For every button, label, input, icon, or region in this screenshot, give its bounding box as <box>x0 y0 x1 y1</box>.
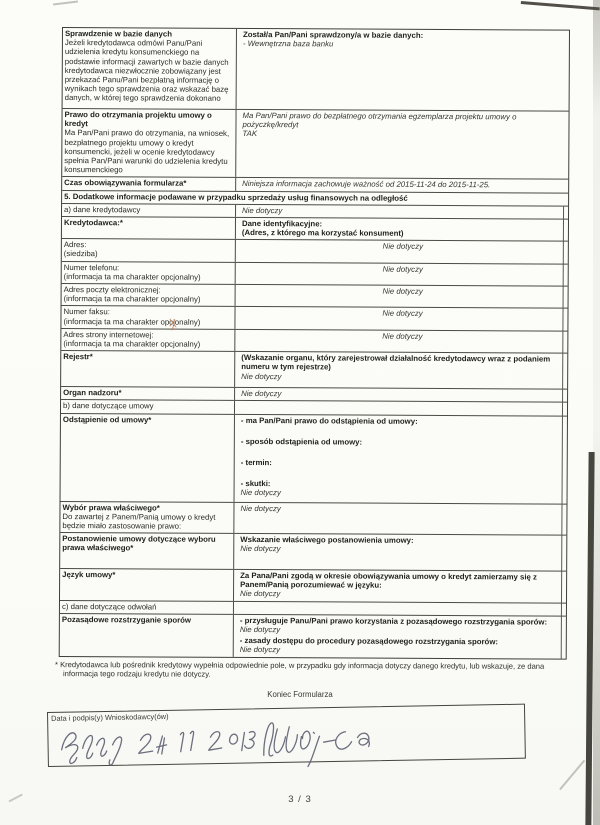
row-right-line: - zasady dostępu do procedury pozasądowego rozstrzygania sporów: <box>239 636 499 647</box>
row-sublabel: (informacja ta ma charakter opcjonalny) <box>63 338 201 349</box>
row-label: Adres: <box>63 240 87 250</box>
row-value: Nie dotyczy <box>382 264 423 274</box>
row-sublabel: (informacja ta ma charakter opcjonalny) <box>63 271 201 282</box>
row-right-subtitle: (Adres, z którego ma korzystać konsument) <box>241 228 404 238</box>
row-value: Nie dotyczy <box>240 503 281 513</box>
row-title: Język umowy* <box>62 570 116 580</box>
row-value: Niniejsza informacja zachowuje ważność od 2015-11-24 do 2015-11-25. <box>242 179 491 190</box>
row-value: Nie dotyczy <box>239 645 281 655</box>
row-sublabel: (siedziba) <box>63 249 98 259</box>
credit-form-table <box>59 27 570 659</box>
row-kredytodawca <box>62 216 568 241</box>
row-title: Prawo do otrzymania projektu umowy o kredyt <box>64 110 212 129</box>
row-prawo-do-projektu <box>62 108 568 179</box>
row-value: Nie dotyczy <box>239 624 281 635</box>
row-right-line: - ma Pan/Pani prawo do odstąpienia od umowy: <box>240 415 418 426</box>
row-title: Organ nadzoru* <box>63 388 122 398</box>
row-odstapienie <box>61 412 567 503</box>
row-label: Adres poczty elektronicznej: <box>63 285 161 295</box>
row-postanowienie <box>60 532 566 571</box>
row-right-title: Dane identyfikacyjne: <box>241 218 323 229</box>
row-value: - Wewnętrzna baza banku <box>242 39 334 49</box>
row-body: Jeżeli kredytodawca odmówi Panu/Pani udzielenia kredytu konsumenckiego na podstawie informacji zawartych w bazie danych kredytodawca niezwłocznie zobowiązany jest przekazać Panu/Pani bezpłatną informację o wynikach tego sprawdzenia oraz wskazać bazę danych, w której tego sprawdzenia dokonano <box>64 38 229 104</box>
row-right-line: - termin: <box>240 457 272 467</box>
row-organ-nadzoru <box>61 386 567 402</box>
row-value: Nie dotyczy <box>240 488 281 498</box>
row-c-dane-odwolan <box>60 600 566 616</box>
handwritten-signature <box>253 711 404 770</box>
row-title: Kredytodawca:* <box>63 217 123 228</box>
row-title: Wybór prawa właściwego* <box>62 502 160 513</box>
row-wybor-prawa <box>60 500 566 534</box>
row-b-dane-umowy <box>61 399 567 415</box>
row-label: Numer telefonu: <box>63 262 120 272</box>
row-right-line: - sposób odstąpienia od umowy: <box>240 436 363 447</box>
row-right-title: (Wskazanie organu, który zarejestrował działalność kredytodawcy wraz z podaniem numeru w tym rejestrze) <box>241 353 551 372</box>
signature-box <box>47 703 526 766</box>
row-label: Numer faksu: <box>63 307 110 317</box>
row-value: Nie dotyczy <box>240 544 281 554</box>
row-adres <box>62 238 568 263</box>
row-title: Sprawdzenie w bazie danych <box>64 29 173 39</box>
row-value: Nie dotyczy <box>242 205 283 215</box>
row-sublabel: (informacja ta ma charakter opcjonalny) <box>63 294 201 304</box>
row-sublabel: (informacja ta ma charakter opcjonalny) <box>63 316 201 327</box>
end-of-form-label: Koniec Formularza <box>267 689 333 699</box>
row-value: Nie dotyczy <box>382 331 423 341</box>
row-label: a) dane kredytodawcy <box>64 204 141 215</box>
row-title: Pozasądowe rozstrzyganie sporów <box>61 614 192 625</box>
row-right-title: Wskazanie właściwego postanowienia umowy: <box>240 535 414 545</box>
row-body: Ma Pan/Pani prawo do otrzymania, na wniosek, bezpłatnego projektu umowy o kredyt konsumencki, jeżeli w ocenie kredytodawcy spełnia Pan/Pani warunki do udzielenia kredytu konsumenckiego <box>64 128 230 175</box>
row-right-title: Za Pana/Pani zgodą w okresie obowiązywania umowy o kredyt zamierzamy się z Panem/Panią porozumiewać w języku: <box>240 571 537 590</box>
row-value: Nie dotyczy <box>382 309 423 319</box>
page-number: 3 / 3 <box>288 793 312 805</box>
row-value: Nie dotyczy <box>241 371 282 381</box>
row-title: Postanowienie umowy dotyczące wyboru prawa właściwego* <box>62 534 216 553</box>
row-telefon <box>62 261 568 286</box>
row-body: Do zawartej z Panem/Panią umowy o kredyt będzie miało zastosowanie prawo: <box>62 511 216 531</box>
row-title: Odstąpienie od umowy* <box>62 414 152 424</box>
row-label: Adres strony internetowej: <box>63 329 154 340</box>
footnote: * Kredytodawca lub pośrednik kredytowy wypełnia odpowiednie pole, w przypadku gdy informacja dotyczy danego kredytu, lub wskazuje, ze dana informacja tego rodzaju kredytu nie dotyczy. <box>55 659 545 679</box>
row-right-line: - przysługuje Panu/Pani prawo korzystania z pozasądowego rozstrzygania sporów: <box>239 615 548 627</box>
row-value: Nie dotyczy <box>382 241 424 252</box>
row-pozasadowe <box>60 613 566 658</box>
row-faks <box>61 305 567 330</box>
row-value: Nie dotyczy <box>382 286 423 296</box>
row-value: Ma Pan/Pani prawo do bezpłatnego otrzymania egzemplarza projektu umowy o pożyczkę/kredyt <box>242 110 517 130</box>
row-title: Rejestr* <box>63 352 93 362</box>
row-a-dane-kredytodawcy <box>62 203 568 219</box>
row-value: Nie dotyczy <box>240 589 281 599</box>
section-5-header: 5. Dodatkowe informacje podawane w przypadku sprzedaży usług finansowych na odległość <box>62 190 568 206</box>
row-sprawdzenie-w-bazie <box>63 28 569 111</box>
row-czas-obowiazywania <box>62 176 568 192</box>
handwritten-date-signature <box>56 718 267 768</box>
row-rejestr <box>61 350 567 389</box>
row-email <box>62 283 568 308</box>
row-title: Czas obowiązywania formularza* <box>64 178 187 188</box>
row-value-tak: TAK <box>242 129 258 139</box>
row-right-title: Został/a Pan/Pani sprawdzony/a w bazie danych: <box>242 29 424 40</box>
row-label: c) dane dotyczące odwołań <box>61 601 157 612</box>
row-right-line: - skutki: <box>240 479 271 489</box>
row-www <box>61 328 567 353</box>
row-label: b) dane dotyczące umowy <box>62 401 154 411</box>
row-value: Nie dotyczy <box>241 389 282 399</box>
row-jezyk-umowy <box>60 568 566 602</box>
signature-box-label: Data i podpis(y) Wnioskodawcy(ów) <box>51 711 169 723</box>
